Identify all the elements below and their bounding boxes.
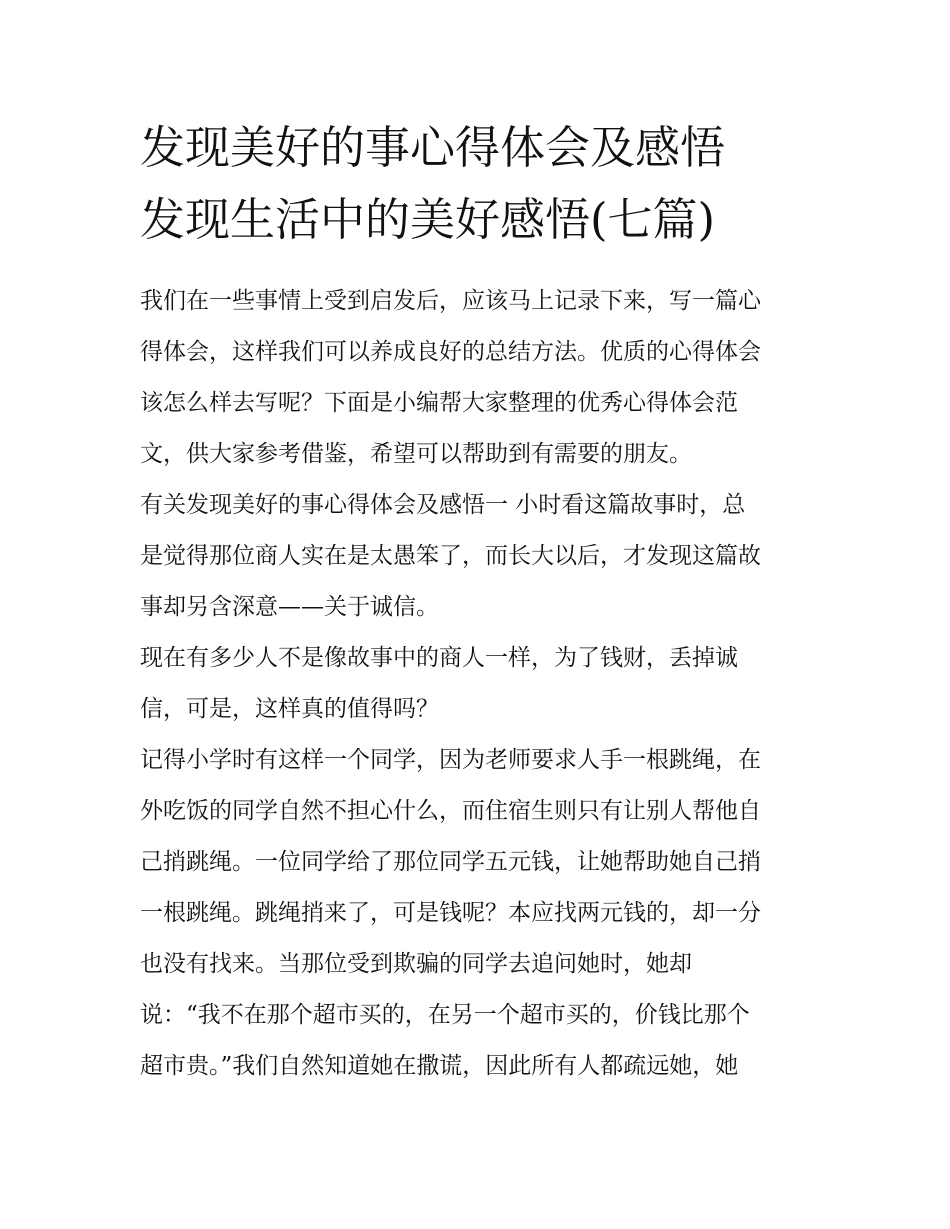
text-line: 己捎跳绳。一位同学给了那位同学五元钱，让她帮助她自己捎: [140, 849, 761, 875]
text-line: 超市贵。”我们自然知道她在撒谎，因此所有人都疏远她，她: [140, 1053, 739, 1079]
paragraph-essay-one-start: [140, 480, 820, 633]
text-line: 得体会，这样我们可以养成良好的总结方法。优质的心得体会: [140, 339, 761, 365]
text-line: 说：“我不在那个超市买的，在另一个超市买的，价钱比那个: [140, 1002, 750, 1028]
paragraph-story: [140, 735, 820, 1092]
text-line: 一根跳绳。跳绳捎来了，可是钱呢？本应找两元钱的，却一分: [140, 900, 761, 926]
text-line: 该怎么样去写呢？下面是小编帮大家整理的优秀心得体会范: [140, 390, 738, 416]
text-line: 有关发现美好的事心得体会及感悟一 小时看这篇故事时，总: [140, 492, 746, 518]
document-title: [140, 112, 840, 256]
title-line-2: 发现生活中的美好感悟(七篇): [140, 193, 716, 246]
paragraph-intro: [140, 276, 820, 480]
text-line: 我们在一些事情上受到启发后，应该马上记录下来，写一篇心: [140, 288, 761, 314]
text-line: 是觉得那位商人实在是太愚笨了，而长大以后，才发现这篇故: [140, 543, 761, 569]
text-line: 事却另含深意——关于诚信。: [140, 594, 439, 620]
text-line: 文，供大家参考借鉴，希望可以帮助到有需要的朋友。: [140, 441, 692, 467]
title-line-1: 发现美好的事心得体会及感悟: [140, 121, 726, 174]
document-body: [140, 276, 820, 1092]
text-line: 外吃饭的同学自然不担心什么，而住宿生则只有让别人帮他自: [140, 798, 761, 824]
paragraph-question: [140, 633, 820, 735]
text-line: 信，可是，这样真的值得吗？: [140, 696, 439, 722]
text-line: 记得小学时有这样一个同学，因为老师要求人手一根跳绳，在: [140, 747, 761, 773]
text-line: 现在有多少人不是像故事中的商人一样，为了钱财，丢掉诚: [140, 645, 738, 671]
text-line: 也没有找来。当那位受到欺骗的同学去追问她时，她却: [140, 951, 692, 977]
